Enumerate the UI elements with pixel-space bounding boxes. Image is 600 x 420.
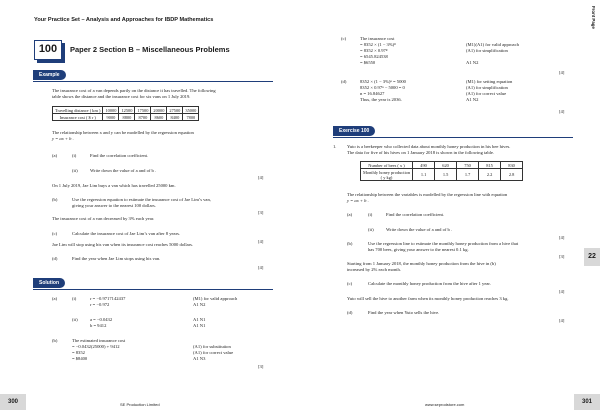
exercise-a-label: (a) [347,212,353,217]
right-d-line-2: 8352 × 0.97ⁿ − 5000 = 0 [360,85,405,90]
right-d-line-1: 8352 × (1 − 3%)ⁿ = 5000 [360,79,406,84]
part-a-ii-label: (ii) [72,168,78,173]
exercise-a-i-label: (i) [368,212,373,217]
right-c-line-2: = 8352 × (1 − 3%)⁸ [360,42,396,47]
table-row-label-line: Monthly honey production [363,169,411,175]
table-cell: 8800 [119,114,135,121]
example-data-table [52,106,199,121]
exercise-intro-2: The data for five of his hives on 1 January 2018 is shown in the following table. [347,150,495,155]
table-cell: 35000 [183,107,199,114]
chapter-tab: 22 [584,248,600,266]
exercise-c-marks: [4] [559,289,565,294]
exercise-divider [333,137,573,138]
table-cell: 620 [435,162,457,169]
example-intro-1: The insurance cost of a van depends partly on the distance it has travelled. The following [52,88,216,93]
table-cell: 750 [457,162,479,169]
example-stop: Jae Lim will stop using his van when its insurance cost reaches 5000 dollars. [52,242,194,247]
table-cell: 27500 [167,107,183,114]
part-a-ii-text: Write down the value of a and of b . [90,168,157,173]
table-row-label: Insurance cost ( $ r ) [53,114,103,121]
solution-a-ii-label: (ii) [72,317,78,322]
exercise-c-text: Calculate the monthly honey production from the hive after 1 year. [368,281,491,286]
right-c-line-3: = 8352 × 0.97⁸ [360,48,388,53]
table-cell: 830 [501,162,523,169]
exercise-a-marks: [4] [559,235,565,240]
exercise-sell: Yuto will sell the hive to another farm when its monthly honey production reaches 3 kg. [347,296,509,301]
solution-b-line-1: The estimated insurance cost [72,338,126,343]
right-c-marks: [4] [559,70,565,75]
solution-b-mark-2: (A1) for substitution [193,344,231,349]
solution-r-mark-2: A1 N2 [193,302,206,307]
right-d-mark-3: (A1) for correct value [466,91,507,96]
part-d-marks: [4] [258,265,264,270]
table-cell: 17500 [135,107,151,114]
exercise-c-label: (c) [347,281,353,286]
table-cell: 7800 [183,114,199,121]
table-row-label-line: ( y kg) [380,174,393,180]
right-d-line-4: Thus, the year is 2036. [360,97,402,102]
example-decrease: The insurance cost of a van decreased by 3% each year. [52,216,155,221]
exercise-data-table [360,161,523,181]
right-page-number: 301 [574,394,600,410]
example-divider [33,81,273,82]
table-row-label: Number of bees ( x ) [361,162,413,169]
exercise-start-1: Starting from 1 January 2018, the monthly honey production from the hive in (b) [347,261,496,266]
part-d-label: (d) [52,256,58,261]
exercise-intro-1: Yuto is a beekeeper who collected data about monthly honey production in his bee hives. [347,144,511,149]
solution-r-line-2: r = −0.972 [90,302,110,307]
example-model-1: The relationship between x and y can be modelled by the regression equation [52,130,194,135]
part-b-label: (b) [52,197,58,202]
part-a-i-label: (i) [72,153,77,158]
exercise-b-text-2: has 700 bees, giving your answer to the nearest 0.1 kg. [368,247,469,252]
exercise-d-marks: [4] [559,318,565,323]
solution-a-mark: A1 N1 [193,317,206,322]
solution-a-label: (a) [52,296,58,301]
exercise-a-i-text: Find the correlation coefficient. [386,212,445,217]
left-page-number: 300 [0,394,26,410]
exercise-model-1: The relationship between the variables is modelled by the regression line with equation [347,192,508,197]
table-cell: 1.5 [435,169,457,181]
solution-r-mark-1: (M1) for valid approach [193,296,238,301]
part-a-label: (a) [52,153,58,158]
part-d-text: Find the year when Jae Lim stops using his van. [72,256,161,261]
table-cell: 12500 [119,107,135,114]
exercise-a-ii-text: Write down the value of a and of b . [386,227,453,232]
example-label: Example [33,70,66,80]
exercise-b-label: (b) [347,241,353,246]
example-model-2: y = ax + b . [52,136,74,141]
table-row-label [361,169,413,181]
table-cell: 2.8 [501,169,523,181]
solution-r-line-1: r = −0.9717142437 [90,296,126,301]
question-number: 1. [333,144,337,149]
right-d-marks: [4] [559,109,565,114]
table-cell: 815 [479,162,501,169]
exercise-start-2: increased by 2% each month. [347,267,401,272]
solution-a-value: a = −0.0432 [90,317,113,322]
part-b-text-2: giving your answer to the nearest 100 dollars. [72,203,156,208]
solution-b-mark: A1 N1 [193,323,206,328]
table-cell: 8700 [135,114,151,121]
right-d-mark-1: (M1) for setting equation [466,79,513,84]
example-jae-lim: On 1 July 2019, Jae Lim buys a van which has travelled 25000 km. [52,183,176,188]
right-d-label: (d) [341,79,347,84]
right-c-label: (c) [341,36,347,41]
right-c-mark-5: A1 N2 [466,60,479,65]
part-c-label: (c) [52,231,58,236]
table-row [53,114,199,121]
exercise-a-ii-label: (ii) [368,227,374,232]
website: www.seprodstore.com [425,402,465,407]
solution-b-mark-3: (A1) for correct value [193,350,234,355]
table-cell: 490 [413,162,435,169]
table-cell: 1.1 [413,169,435,181]
table-row [361,162,523,169]
right-d-line-3: n = 16.84627 [360,91,385,96]
table-cell: 10000 [103,107,119,114]
table-cell: 2.2 [479,169,501,181]
part-c-text: Calculate the insurance cost of Jae Lim’s van after 8 years. [72,231,181,236]
part-c-marks: [4] [258,239,264,244]
example-intro-2: table shows the distance and the insurance cost for six vans on 1 July 2019. [52,94,191,99]
part-b-marks: [3] [258,210,264,215]
solution-b-label: (b) [52,338,58,343]
table-row-label: Travelling distance ( km ) [53,107,103,114]
exercise-d-text: Find the year when Yuto sells the hive. [368,310,440,315]
exercise-b-text-1: Use the regression line to estimate the monthly honey production from a hive that [368,241,519,246]
book-title: Your Practice Set – Analysis and Approaches for IBDP Mathematics [34,17,214,23]
part-a-i-text: Find the correlation coefficient. [90,153,149,158]
exercise-label: Exercise 100 [333,126,375,136]
solution-a-i-label: (i) [72,296,77,301]
solution-b-line-3: = 8352 [72,350,85,355]
solution-b-value: b = 9412 [90,323,107,328]
solution-b-marks: [3] [258,364,264,369]
solution-divider [33,289,273,290]
section-number: 100 [34,40,62,60]
section-title: Paper 2 Section B – Miscellaneous Problems [70,45,230,54]
solution-b-line-4: = $8400 [72,356,88,361]
right-d-mark-4: A1 N2 [466,97,479,102]
exercise-model-2: y = ax + b . [347,198,369,203]
publisher: SE Production Limited [120,402,160,407]
solution-b-line-2: = −0.0432(25000) + 9412 [72,344,120,349]
table-cell: 1.7 [457,169,479,181]
right-c-line-5: = $6550 [360,60,376,65]
table-cell: 8400 [167,114,183,121]
table-row [53,107,199,114]
right-c-mark-2: (M1)(A1) for valid approach [466,42,519,47]
table-cell: 9000 [103,114,119,121]
exercise-d-label: (d) [347,310,353,315]
part-b-text-1: Use the regression equation to estimate the insurance cost of Jae Lim’s van, [72,197,211,202]
table-cell: 8600 [151,114,167,121]
exercise-b-marks: [3] [559,254,565,259]
side-title: Front Page [591,6,596,29]
right-c-mark-3: (A1) for simplification [466,48,508,53]
part-a-marks: [4] [258,175,264,180]
table-row [361,169,523,181]
right-d-mark-2: (A1) for simplification [466,85,508,90]
solution-label: Solution [33,278,65,288]
right-c-line-1: The insurance cost [360,36,395,41]
right-c-line-4: = 6545.824538 [360,54,388,59]
solution-b-mark-4: A1 N3 [193,356,206,361]
table-cell: 20000 [151,107,167,114]
